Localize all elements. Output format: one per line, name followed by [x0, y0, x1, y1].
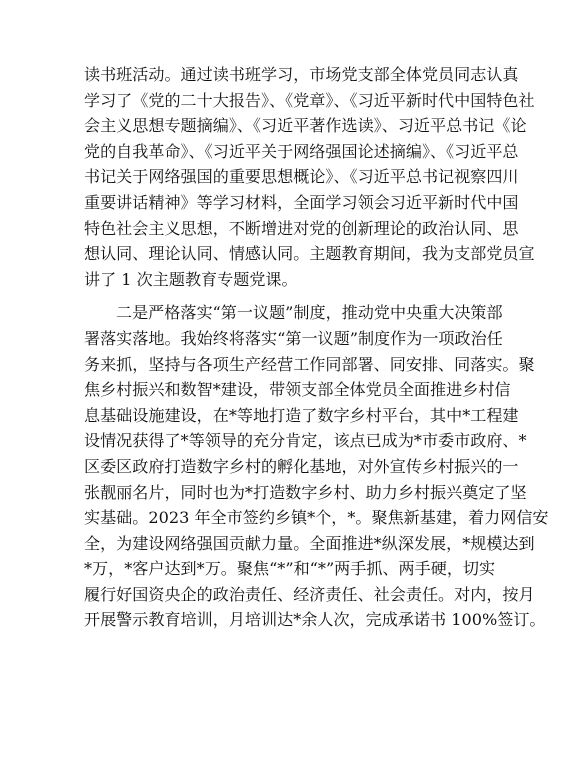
document-page — [84, 62, 549, 633]
text-line: 设情况获得了*等领导的充分肯定，该点已成为*市委市政府、* — [84, 431, 527, 451]
paragraph-2 — [84, 300, 549, 633]
text-line: 想认同、理论认同、情感认同。主题教育期间，我为支部党员宣 — [84, 244, 535, 264]
text-line: 务来抓，坚持与各项生产经营工作同部署、同安排、同落实。聚 — [84, 354, 535, 374]
text-line: 履行好国资央企的政治责任、经济责任、社会责任。对内，按月 — [84, 584, 535, 604]
paragraph-1 — [84, 62, 535, 292]
text-line: 实基础。2023 年全市签约乡镇*个，*。聚焦新基建，着力网信安 — [84, 508, 549, 528]
text-line: 重要讲话精神》等学习材料，全面学习领会习近平新时代中国 — [84, 192, 519, 212]
text-line: 焦乡村振兴和数智*建设，带领支部全体党员全面推进乡村信 — [84, 380, 511, 400]
text-line: 开展警示教育培训，月培训达*余人次，完成承诺书 100%签订。 — [84, 610, 546, 630]
text-line: 党的自我革命》、《习近平关于网络强国论述摘编》、《习近平总 — [84, 141, 519, 161]
text-line: *万，*客户达到*万。聚焦“*”和“*”两手抓、两手硬，切实 — [84, 559, 496, 579]
text-line: 张靓丽名片，同时也为*打造数字乡村、助力乡村振兴奠定了坚 — [84, 482, 527, 502]
paragraph-spacer — [84, 292, 504, 300]
text-line: 书记关于网络强国的重要思想概论》、《习近平总书记视察四川 — [84, 167, 519, 187]
text-line: 会主义思想专题摘编》、《习近平著作选读》、习近平总书记《论 — [84, 116, 527, 136]
text-line: 讲了 1 次主题教育专题党课。 — [84, 269, 298, 289]
text-line: 息基础设施建设，在*等地打造了数字乡村平台，其中*工程建 — [84, 405, 519, 425]
text-line: 读书班活动。通过读书班学习，市场党支部全体党员同志认真 — [84, 65, 519, 84]
text-line: 署落实落地。我始终将落实“第一议题”制度作为一项政治任 — [84, 328, 503, 348]
text-line: 学习了《党的二十大报告》、《党章》、《习近平新时代中国特色社 — [84, 90, 535, 110]
text-line: 全，为建设网络强国贡献力量。全面推进*纵深发展，*规模达到 — [84, 533, 535, 553]
text-line: 特色社会主义思想，不断增进对党的创新理论的政治认同、思 — [84, 218, 519, 238]
text-line: 二是严格落实“第一议题”制度，推动党中央重大决策部 — [116, 303, 503, 323]
text-line: 区委区政府打造数字乡村的孵化基地，对外宣传乡村振兴的一 — [84, 456, 519, 476]
